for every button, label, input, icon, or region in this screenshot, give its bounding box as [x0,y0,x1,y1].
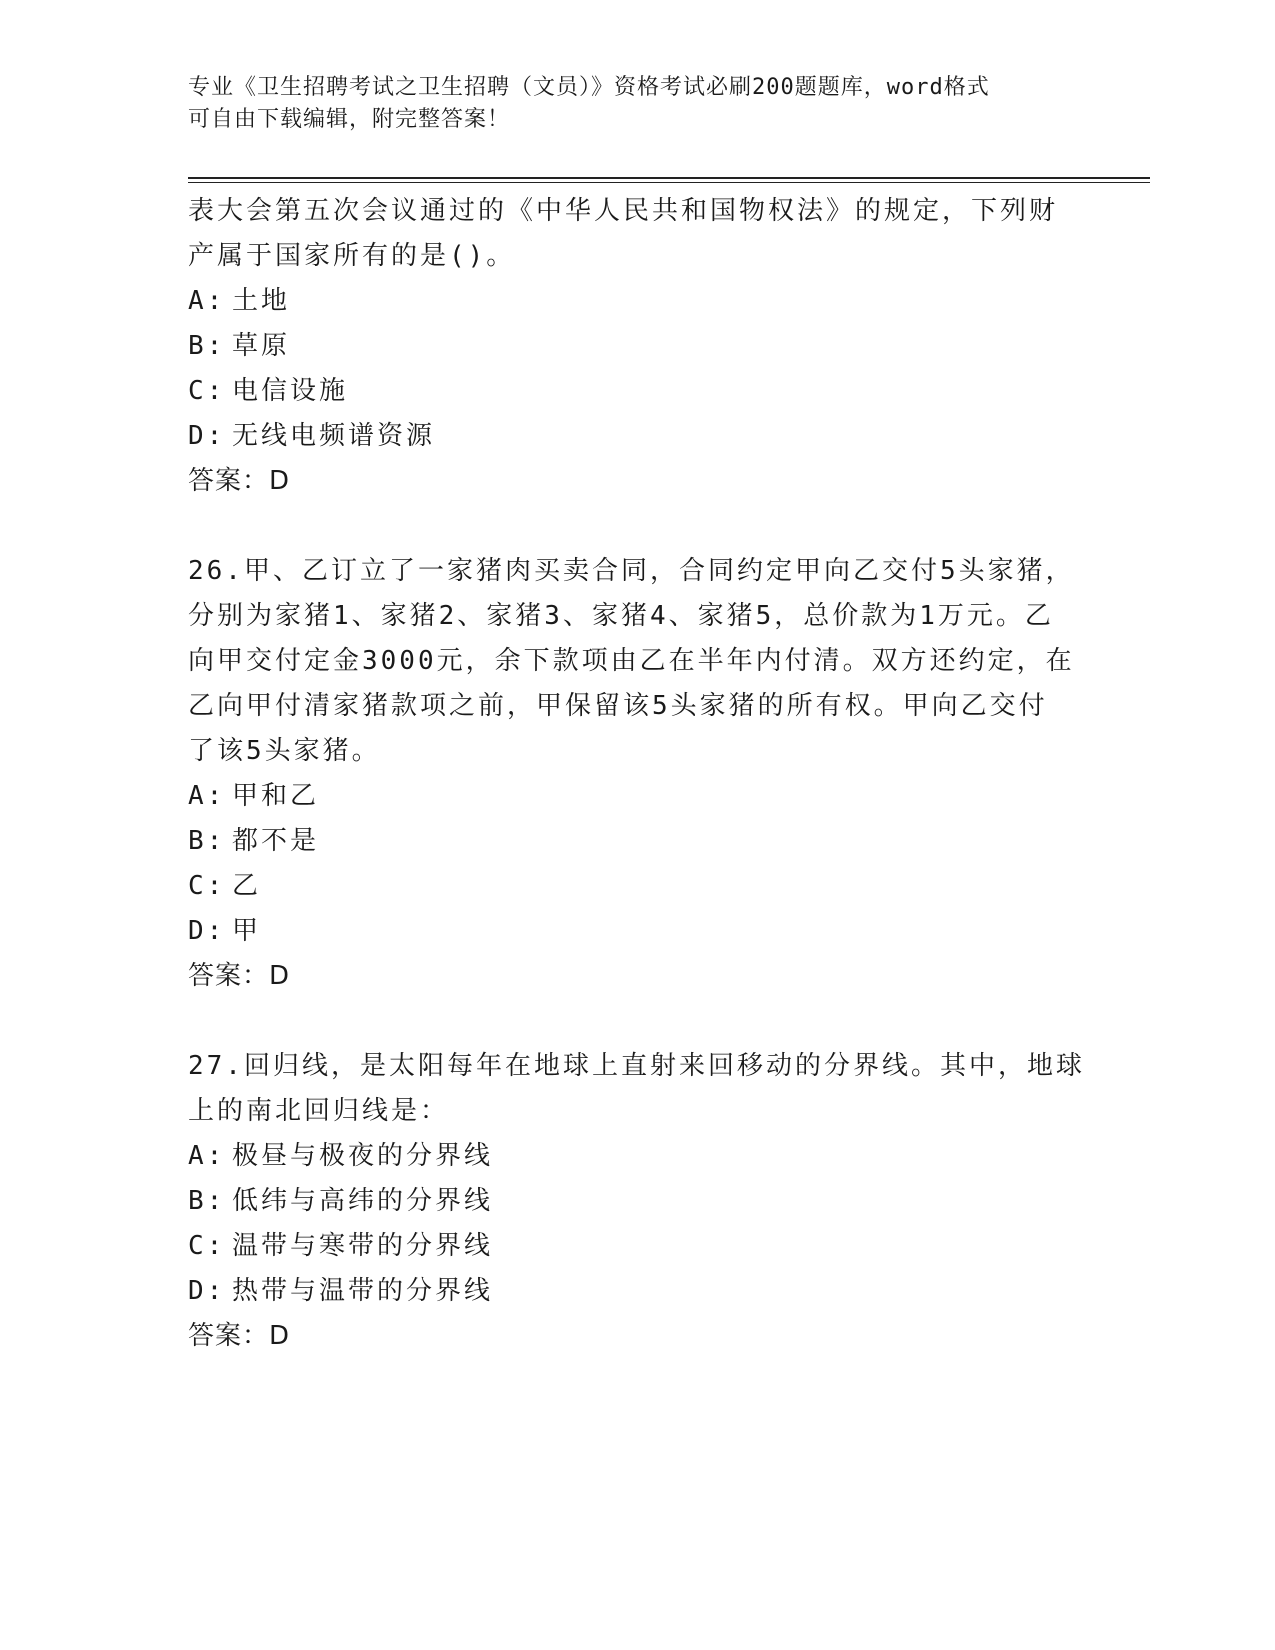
header-title-line-1: 专业《卫生招聘考试之卫生招聘（文员）》资格考试必刷200题题库，word格式 [188,75,990,100]
option-letter: C: [188,871,226,901]
option-letter: B: [188,826,226,856]
option-text: 甲和乙 [232,781,320,811]
option-letter: D: [188,421,226,451]
question-text-line: 产属于国家所有的是()。 [188,241,516,271]
option-a [188,1134,1088,1179]
header-divider-thick [188,177,1150,179]
question-text-line: 27.回归线，是太阳每年在地球上直射来回移动的分界线。其中，地球 [188,1051,1085,1081]
question-spacer [188,999,1088,1044]
option-letter: D: [188,916,226,946]
document-header [188,72,1088,136]
option-a [188,279,1088,324]
option-c [188,369,1088,414]
option-letter: C: [188,376,226,406]
question-list [188,189,1088,1359]
option-text: 低纬与高纬的分界线 [232,1186,494,1216]
option-text: 草原 [232,331,291,361]
header-divider-thin [188,182,1150,183]
question-text-line: 乙向甲付清家猪款项之前，甲保留该5头家猪的所有权。甲向乙交付 [188,691,1048,721]
question-text-line: 表大会第五次会议通过的《中华人民共和国物权法》的规定，下列财 [188,196,1059,226]
option-b [188,1179,1088,1224]
option-a [188,774,1088,819]
option-d [188,414,1088,459]
question-text-line: 分别为家猪1、家猪2、家猪3、家猪4、家猪5，总价款为1万元。乙 [188,601,1054,631]
option-d [188,1269,1088,1314]
option-d [188,909,1088,954]
option-text: 极昼与极夜的分界线 [232,1141,494,1171]
option-c [188,864,1088,909]
option-text: 电信设施 [232,376,349,406]
answer-line: 答案：D [188,466,291,496]
option-text: 乙 [232,871,262,901]
header-title-line-2: 可自由下载编辑，附完整答案！ [188,107,511,132]
option-text: 温带与寒带的分界线 [232,1231,494,1261]
option-letter: B: [188,331,226,361]
option-letter: A: [188,286,226,316]
question-text-line: 上的南北回归线是： [188,1096,450,1126]
question-spacer [188,504,1088,549]
option-letter: C: [188,1231,226,1261]
question-text-line: 26.甲、乙订立了一家猪肉买卖合同，合同约定甲向乙交付5头家猪， [188,556,1075,586]
option-letter: A: [188,1141,226,1171]
question-text-line: 向甲交付定金3000元，余下款项由乙在半年内付清。双方还约定，在 [188,646,1075,676]
option-letter: D: [188,1276,226,1306]
option-c [188,1224,1088,1269]
question-block [188,1044,1088,1359]
answer-line: 答案：D [188,961,291,991]
option-text: 热带与温带的分界线 [232,1276,494,1306]
option-text: 甲 [232,916,262,946]
option-letter: A: [188,781,226,811]
option-b [188,324,1088,369]
option-b [188,819,1088,864]
answer-line: 答案：D [188,1321,291,1351]
option-text: 无线电频谱资源 [232,421,436,451]
question-block [188,549,1088,999]
option-text: 土地 [232,286,291,316]
option-text: 都不是 [232,826,320,856]
question-text-line: 了该5头家猪。 [188,736,381,766]
question-block [188,189,1088,504]
option-letter: B: [188,1186,226,1216]
